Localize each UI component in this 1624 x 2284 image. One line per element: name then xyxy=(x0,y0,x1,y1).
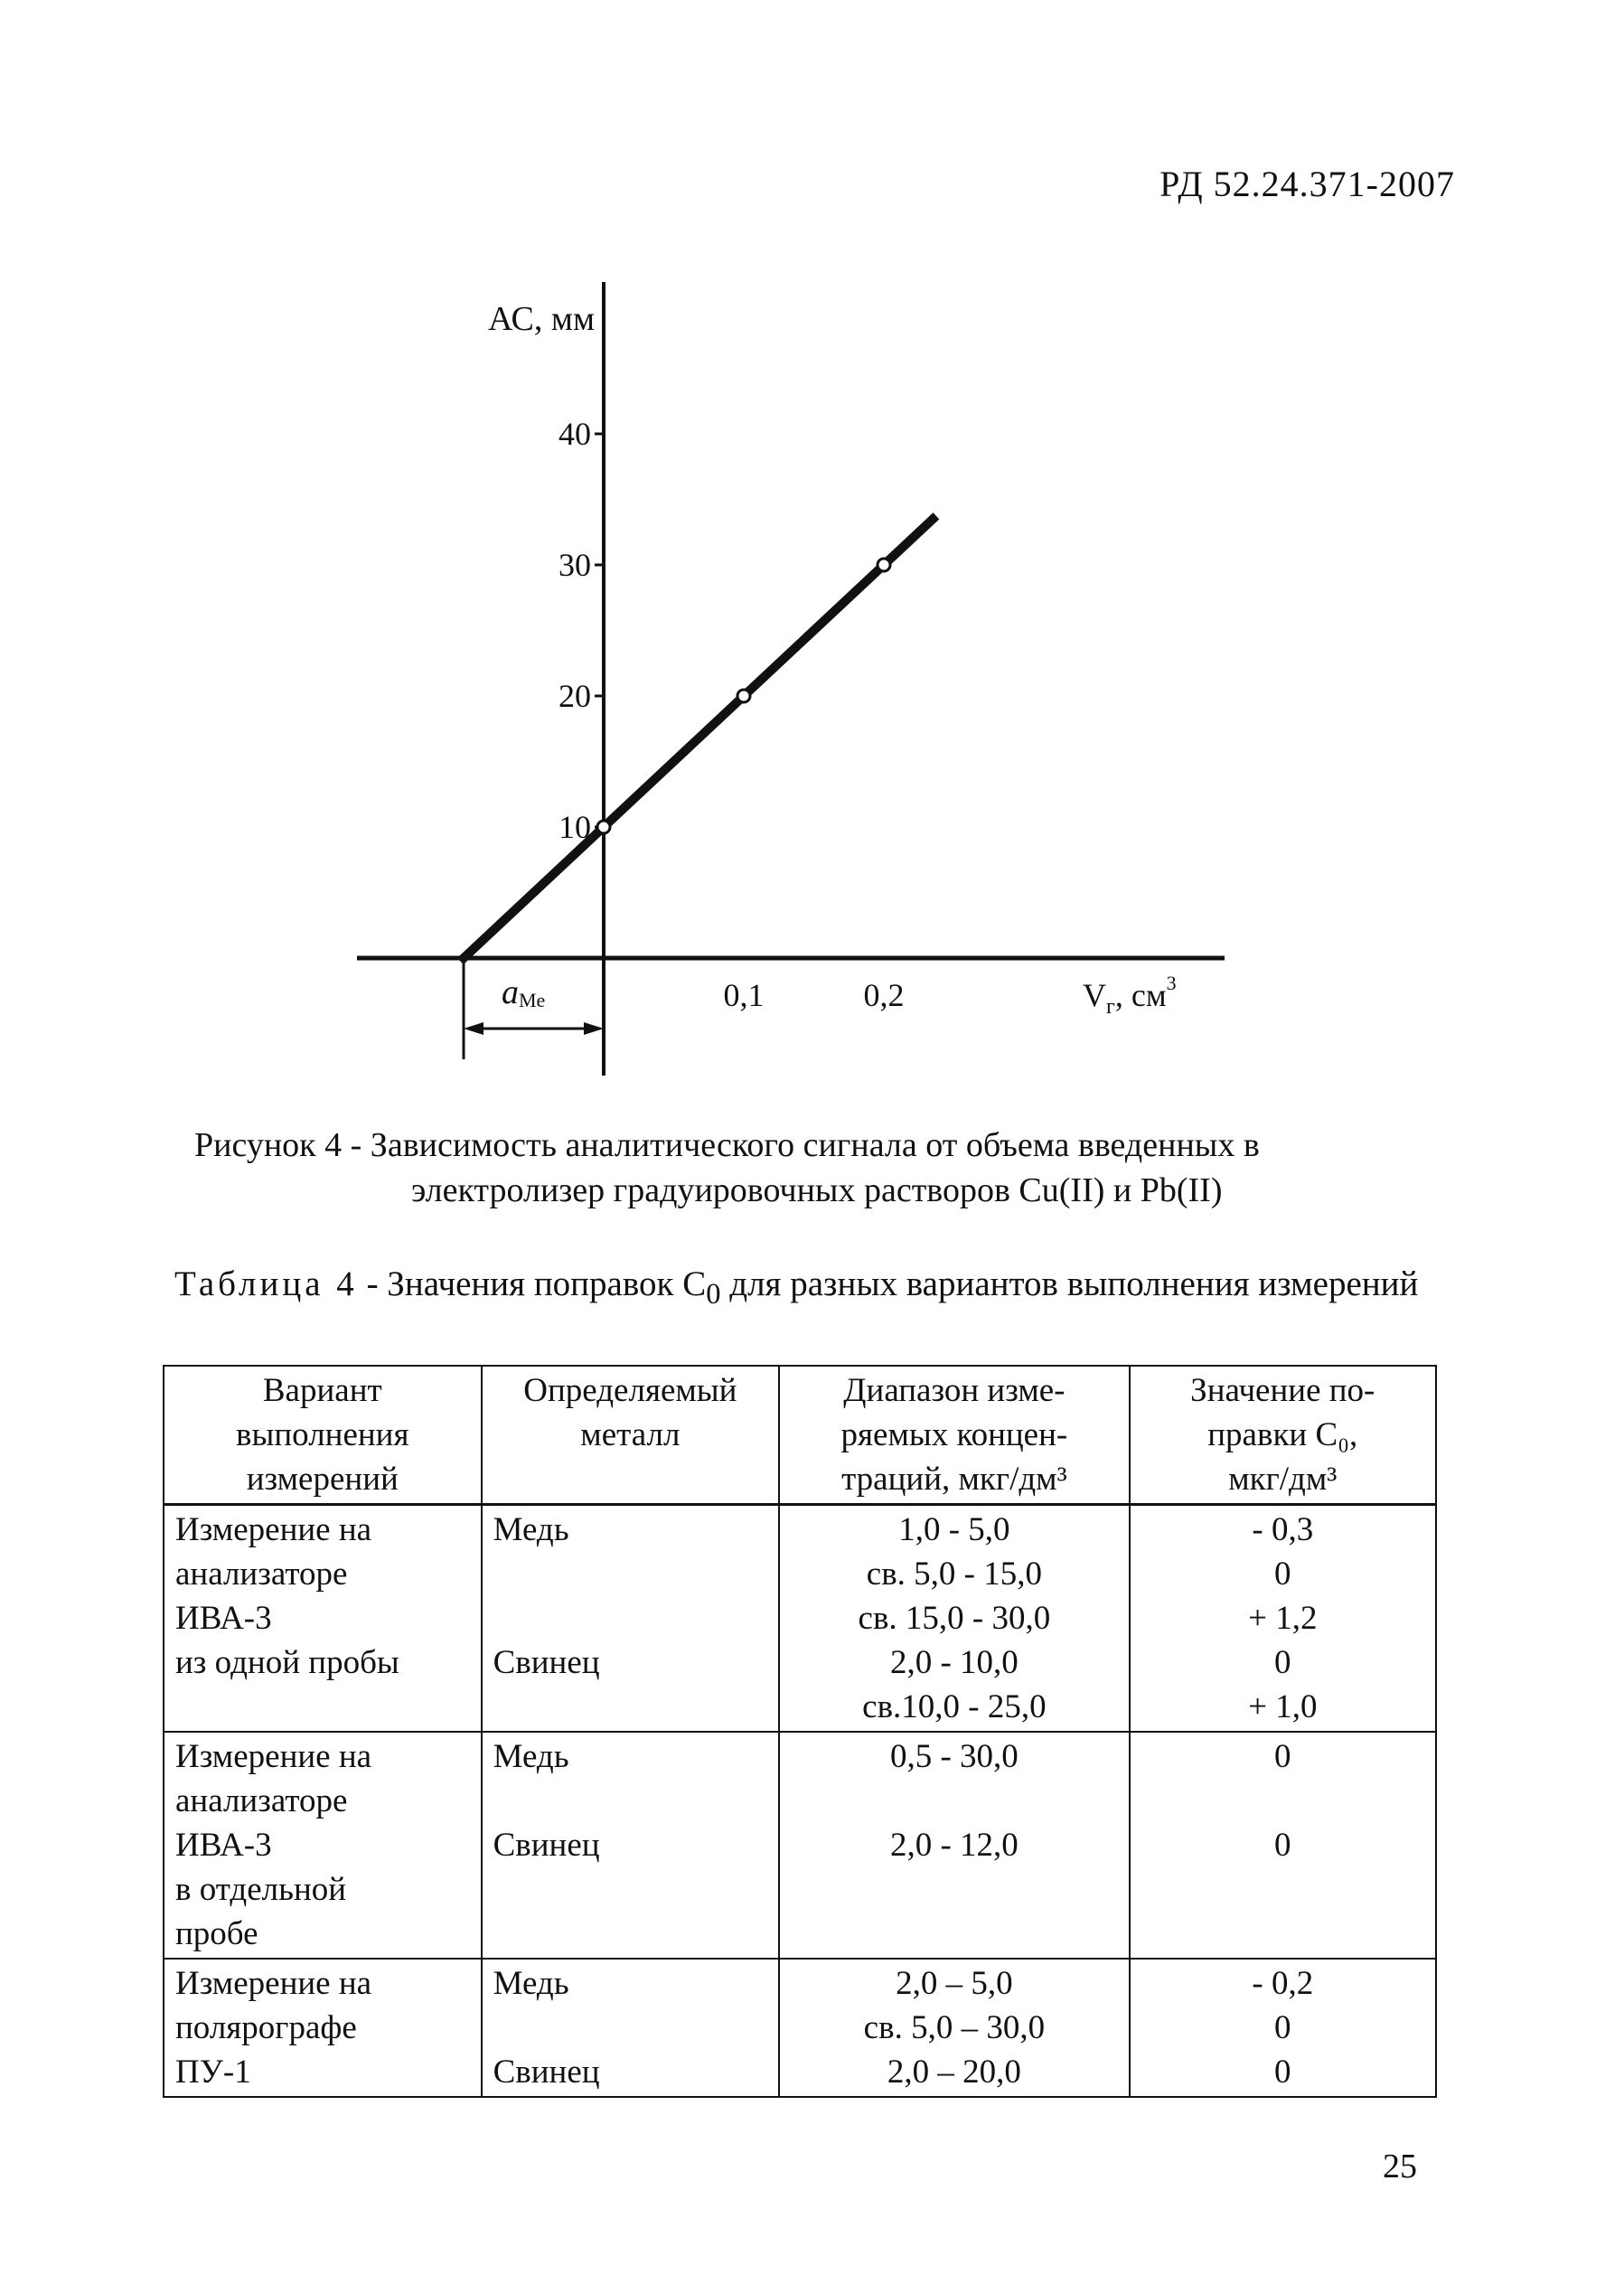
table-header-row xyxy=(164,1366,1436,1505)
correction-line: 0 xyxy=(1274,1644,1291,1681)
metal-line xyxy=(493,2006,768,2050)
variant-line: ИВА-3 xyxy=(175,1600,272,1637)
table-row xyxy=(164,1732,1436,1959)
table-row xyxy=(164,1505,1436,1733)
chart-ticks xyxy=(559,416,905,1013)
cell-correction xyxy=(1130,1959,1436,2097)
variant-line: анализаторе xyxy=(175,1556,348,1593)
cell-variant xyxy=(164,1959,482,2097)
metal-line: Медь xyxy=(493,1738,569,1775)
variant-line: полярографе xyxy=(175,2009,357,2046)
metal-line: Свинец xyxy=(493,1827,600,1864)
cell-metal xyxy=(482,1959,780,2097)
correction-line: 0 xyxy=(1274,2009,1291,2046)
y-tick-label: 40 xyxy=(559,416,591,452)
range-line: св. 15,0 - 30,0 xyxy=(858,1600,1051,1637)
y-axis-label: АС, мм xyxy=(488,300,595,338)
calibration-chart xyxy=(0,0,1624,1112)
header-line: металл xyxy=(580,1416,681,1453)
data-point xyxy=(597,821,610,833)
chart-axes xyxy=(357,282,1225,1076)
table-caption-rest: для разных вариантов выполнения измерений xyxy=(720,1264,1419,1303)
cell-range xyxy=(779,1732,1129,1959)
variant-line: анализаторе xyxy=(175,1782,348,1819)
cell-variant xyxy=(164,1505,482,1733)
arrow-right-icon xyxy=(584,1022,604,1035)
variant-line: в отдельной xyxy=(175,1871,347,1908)
correction-line: + 1,0 xyxy=(1248,1688,1318,1725)
series-line xyxy=(464,519,933,958)
header-line: Диапазон изме- xyxy=(843,1372,1065,1409)
metal-line xyxy=(493,1596,768,1640)
metal-line: Свинец xyxy=(493,2054,600,2091)
arrow-left-icon xyxy=(464,1022,483,1035)
cell-correction xyxy=(1130,1505,1436,1733)
y-tick-label: 10 xyxy=(559,809,591,845)
variant-line: пробе xyxy=(175,1915,258,1952)
variant-line: Измерение на xyxy=(175,1965,372,2002)
cell-correction xyxy=(1130,1732,1436,1959)
header-range xyxy=(779,1366,1129,1505)
y-tick-label: 20 xyxy=(559,678,591,714)
header-line: правки С₀, xyxy=(1207,1416,1358,1453)
y-tick-label: 30 xyxy=(559,547,591,583)
metal-line: Медь xyxy=(493,1965,569,2002)
range-line: 2,0 – 20,0 xyxy=(887,2054,1021,2091)
table-body xyxy=(164,1505,1436,2098)
cell-variant xyxy=(164,1732,482,1959)
range-line: 1,0 - 5,0 xyxy=(898,1511,1010,1548)
table-caption-sub: 0 xyxy=(706,1277,721,1311)
header-correction xyxy=(1130,1366,1436,1505)
metal-line xyxy=(493,1552,768,1596)
metal-line xyxy=(493,1779,768,1823)
intercept-label: аMe xyxy=(502,973,546,1011)
metal-line: Медь xyxy=(493,1511,569,1548)
table-row xyxy=(164,1959,1436,2097)
header-line: Определяемый xyxy=(523,1372,737,1409)
header-line: мкг/дм³ xyxy=(1228,1461,1338,1498)
range-line: 0,5 - 30,0 xyxy=(889,1738,1019,1775)
range-line: св. 5,0 - 15,0 xyxy=(866,1556,1042,1593)
correction-line: 0 xyxy=(1274,1738,1291,1775)
header-line: ряемых концен- xyxy=(840,1416,1068,1453)
correction-line: 0 xyxy=(1274,2054,1291,2091)
range-line: 2,0 – 5,0 xyxy=(896,1965,1013,2002)
correction-line: 0 xyxy=(1274,1556,1291,1593)
variant-line: Измерение на xyxy=(175,1511,372,1548)
correction-line xyxy=(1141,1779,1424,1823)
header-line: измерений xyxy=(246,1461,399,1498)
range-line: 2,0 - 12,0 xyxy=(889,1827,1019,1864)
figure-caption-line-1: Рисунок 4 - Зависимость аналитического сигнала от объема введенных в xyxy=(194,1126,1260,1164)
cell-range xyxy=(779,1505,1129,1733)
x-axis-label: $V_г$, $см^3$ xyxy=(1083,972,1177,1019)
header-line: траций, мкг/дм³ xyxy=(841,1461,1067,1498)
table-caption-prefix: Таблица 4 xyxy=(174,1264,358,1303)
cell-range xyxy=(779,1959,1129,2097)
document-code: РД 52.24.371-2007 xyxy=(1159,164,1455,204)
header-line: выполнения xyxy=(236,1416,409,1453)
chart-series xyxy=(464,519,933,958)
header-line: Значение по- xyxy=(1190,1372,1375,1409)
page-number: 25 xyxy=(1383,2148,1417,2185)
figure-caption-line-2: электролизер градуировочных растворов Cu(II) и Pb(II) xyxy=(411,1171,1223,1209)
header-line: Вариант xyxy=(262,1372,382,1409)
table-caption xyxy=(174,1261,1458,1318)
correction-line: - 0,3 xyxy=(1252,1511,1314,1548)
variant-line: Измерение на xyxy=(175,1738,372,1775)
table-caption-text: - Значения поправок С xyxy=(357,1264,707,1303)
range-line xyxy=(791,1779,1117,1823)
correction-line: + 1,2 xyxy=(1248,1600,1318,1637)
range-line: св. 5,0 – 30,0 xyxy=(863,2009,1046,2046)
cell-metal xyxy=(482,1505,780,1733)
correction-line: - 0,2 xyxy=(1252,1965,1314,2002)
x-tick-label: 0,1 xyxy=(723,977,765,1013)
header-metal xyxy=(482,1366,780,1505)
corrections-table xyxy=(163,1365,1437,2098)
variant-line: из одной пробы xyxy=(175,1644,399,1681)
x-tick-label: 0,2 xyxy=(863,977,905,1013)
data-point xyxy=(878,559,890,571)
correction-line: 0 xyxy=(1274,1827,1291,1864)
header-variant xyxy=(164,1366,482,1505)
cell-metal xyxy=(482,1732,780,1959)
metal-line: Свинец xyxy=(493,1644,600,1681)
figure-caption xyxy=(194,1123,1460,1213)
range-line: св.10,0 - 25,0 xyxy=(862,1688,1047,1725)
variant-line: ИВА-3 xyxy=(175,1827,272,1864)
data-point xyxy=(737,690,750,702)
range-line: 2,0 - 10,0 xyxy=(889,1644,1019,1681)
variant-line: ПУ-1 xyxy=(175,2054,251,2091)
